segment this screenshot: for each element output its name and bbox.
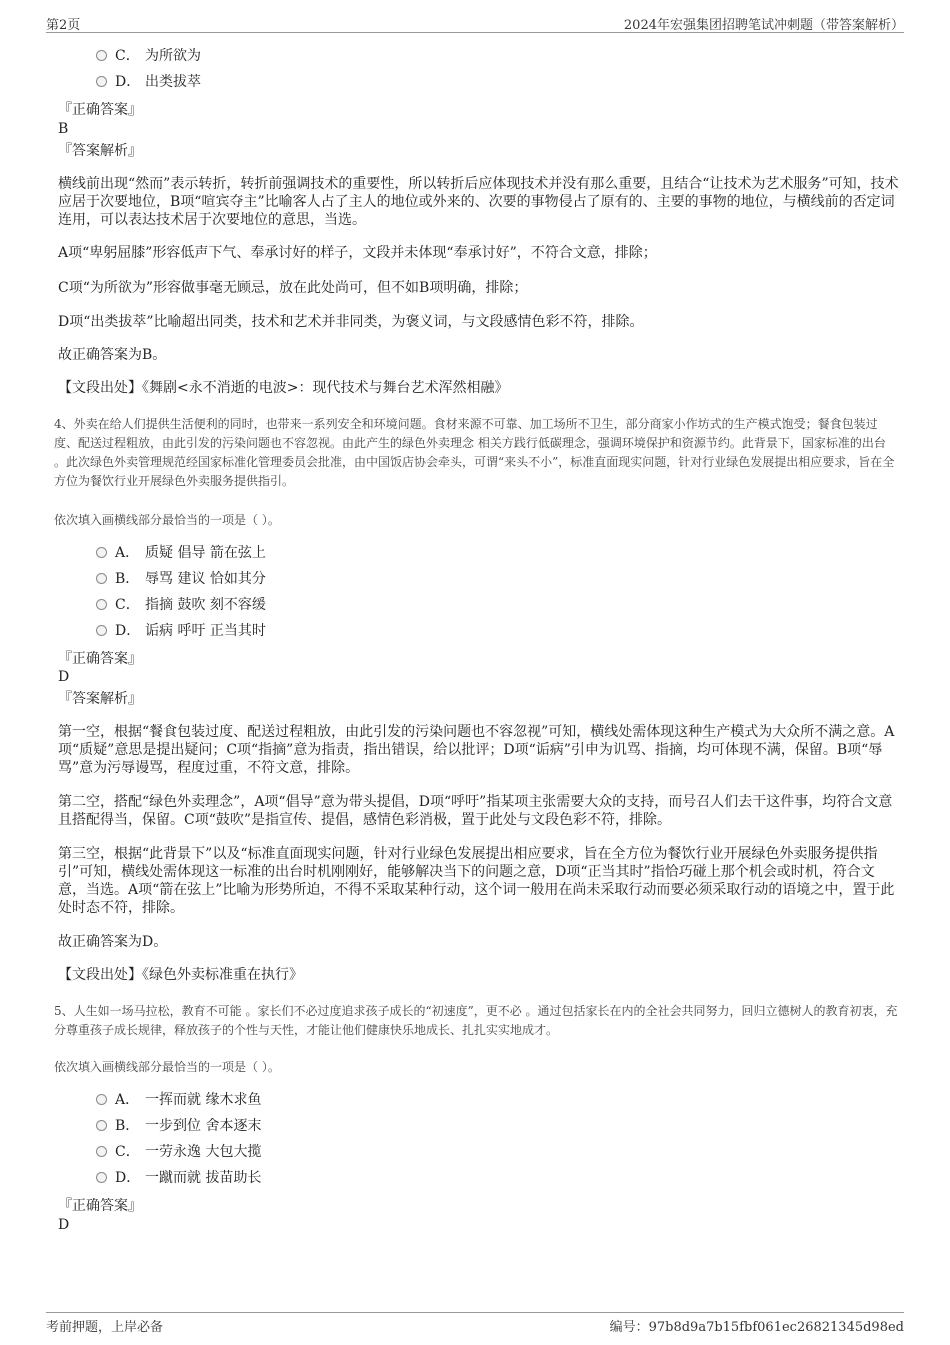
question-4-prompt: 依次填入画横线部分最恰当的一项是（ ）。: [54, 513, 280, 527]
radio-icon[interactable]: [96, 573, 107, 584]
option-c[interactable]: C． 一劳永逸 大包大揽: [96, 1142, 261, 1162]
option-b[interactable]: B． 辱骂 建议 恰如其分: [96, 569, 266, 589]
source-citation: 【文段出处】《绿色外卖标准重在执行》: [58, 967, 303, 983]
question-4-text: 4、外卖在给人们提供生活便利的同时，也带来一系列安全和环境问题。食材来源不可靠、加工场所不卫生，部分商家小作坊式的生产模式饱受；餐食包装过度、配送过程粗放，由此引发的污染问题也不容忽视。由此产生的绿色外卖理念 相关方践行低碳理念，强调环境保护和资源节约。此背景下，国家标准的出台 。此次绿色外卖管理规范经国家标准化管理委员会批准，由中国饭店协会牵头，可谓“来头不小”，标准直面现实问题，针对行业绿色发展提出相应要求，旨在全方位为餐饮行业开展绿色外卖服务提供指引。: [54, 417, 895, 488]
analysis-paragraph: C项“为所欲为”形容做事毫无顾忌，放在此处尚可，但不如B项明确，排除；: [58, 280, 528, 296]
radio-icon[interactable]: [96, 1172, 107, 1183]
option-c[interactable]: C． 为所欲为: [96, 46, 201, 66]
radio-icon[interactable]: [96, 1094, 107, 1105]
radio-icon[interactable]: [96, 625, 107, 636]
analysis-paragraph: 横线前出现“然而”表示转折，转折前强调技术的重要性，所以转折后应体现技术并没有那么重要，且结合“让技术为艺术服务”可知，技术应居于次要地位，B项“喧宾夺主”比喻客人占了主人的地位或外来的、次要的事物侵占了原有的、主要的事物的地位，与横线前的否定词连用，可以表达技术居于次要地位的意思，当选。: [58, 176, 899, 228]
option-b[interactable]: B． 一步到位 舍本逐末: [96, 1116, 261, 1136]
radio-icon[interactable]: [96, 1146, 107, 1157]
page-header: [46, 12, 904, 33]
analysis-conclusion: 故正确答案为B。: [58, 347, 167, 363]
radio-icon[interactable]: [96, 76, 107, 87]
analysis-paragraph: 第一空，根据“餐食包装过度、配送过程粗放，由此引发的污染问题也不容忽视”可知，横线处需体现这种生产模式为大众所不满之意。A项“质疑”意思是提出疑问；C项“指摘”意为指责，指出错误，给以批评；D项“诟病”引申为讥骂、指摘，均可体现不满，保留。B项“辱骂”意为污辱谩骂，程度过重，不符文意，排除。: [58, 724, 895, 776]
analysis-paragraph: D项“出类拔萃”比喻超出同类，技术和艺术并非同类，为褒义词，与文段感情色彩不符，排除。: [58, 314, 644, 330]
answer-label: 『正确答案』: [58, 651, 142, 667]
option-d[interactable]: D． 出类拔萃: [96, 72, 201, 92]
answer-value: D: [58, 669, 70, 685]
radio-icon[interactable]: [96, 50, 107, 61]
radio-icon[interactable]: [96, 1120, 107, 1131]
answer-value: B: [58, 121, 69, 137]
document-title: 2024年宏强集团招聘笔试冲刺题（带答案解析）: [623, 18, 904, 33]
option-a[interactable]: A． 一挥而就 缘木求鱼: [96, 1090, 261, 1110]
page-footer: [46, 1312, 904, 1333]
radio-icon[interactable]: [96, 547, 107, 558]
document-code: 编号：97b8d9a7b15fbf061ec26821345d98ed: [609, 1320, 904, 1335]
option-a[interactable]: A． 质疑 倡导 箭在弦上: [96, 543, 266, 563]
option-d[interactable]: D． 诟病 呼吁 正当其时: [96, 621, 266, 641]
analysis-paragraph: 第三空，根据“此背景下”以及“标准直面现实问题，针对行业绿色发展提出相应要求，旨在全方位为餐饮行业开展绿色外卖服务提供指引”可知，横线处需体现这一标准的出台时机刚刚好，能够解决当下的问题之意，D项“正当其时”指恰巧碰上那个机会或时机，符合文意，当选。A项“箭在弦上”比喻为形势所迫，不得不采取某种行动，这个词一般用在尚未采取行动而要必须采取行动的语境之中，置于此处时态不符，排除。: [58, 846, 895, 916]
analysis-conclusion: 故正确答案为D。: [58, 934, 168, 950]
analysis-paragraph: A项“卑躬屈膝”形容低声下气、奉承讨好的样子，文段并未体现“奉承讨好”，不符合文意，排除；: [58, 245, 657, 261]
answer-value: D: [58, 1217, 70, 1233]
question-5-prompt: 依次填入画横线部分最恰当的一项是（ ）。: [54, 1060, 280, 1074]
analysis-label: 『答案解析』: [58, 691, 142, 707]
answer-label: 『正确答案』: [58, 1198, 142, 1214]
footer-slogan: 考前押题，上岸必备: [46, 1320, 164, 1335]
radio-icon[interactable]: [96, 599, 107, 610]
option-c[interactable]: C． 指摘 鼓吹 刻不容缓: [96, 595, 266, 615]
question-5-text: 5、人生如一场马拉松，教育不可能 。家长们不必过度追求孩子成长的“初速度”，更不必 。通过包括家长在内的全社会共同努力，回归立德树人的教育初衷，充分尊重孩子成长规律，释放孩子的个性与天性，才能让他们健康快乐地成长、扎扎实实地成才。: [54, 1004, 898, 1037]
analysis-paragraph: 第二空，搭配“绿色外卖理念”，A项“倡导”意为带头提倡，D项“呼吁”指某项主张需要大众的支持，而号召人们去干这件事，均符合文意且搭配得当，保留。C项“鼓吹”是指宣传、提倡，感情色彩消极，置于此处与文段色彩不符，排除。: [58, 794, 893, 828]
page-number: 第2页: [46, 18, 81, 33]
analysis-label: 『答案解析』: [58, 143, 142, 159]
answer-label: 『正确答案』: [58, 102, 142, 118]
source-citation: 【文段出处】《舞剧<永不消逝的电波>：现代技术与舞台艺术浑然相融》: [58, 380, 509, 396]
option-d[interactable]: D． 一蹴而就 拔苗助长: [96, 1168, 261, 1188]
